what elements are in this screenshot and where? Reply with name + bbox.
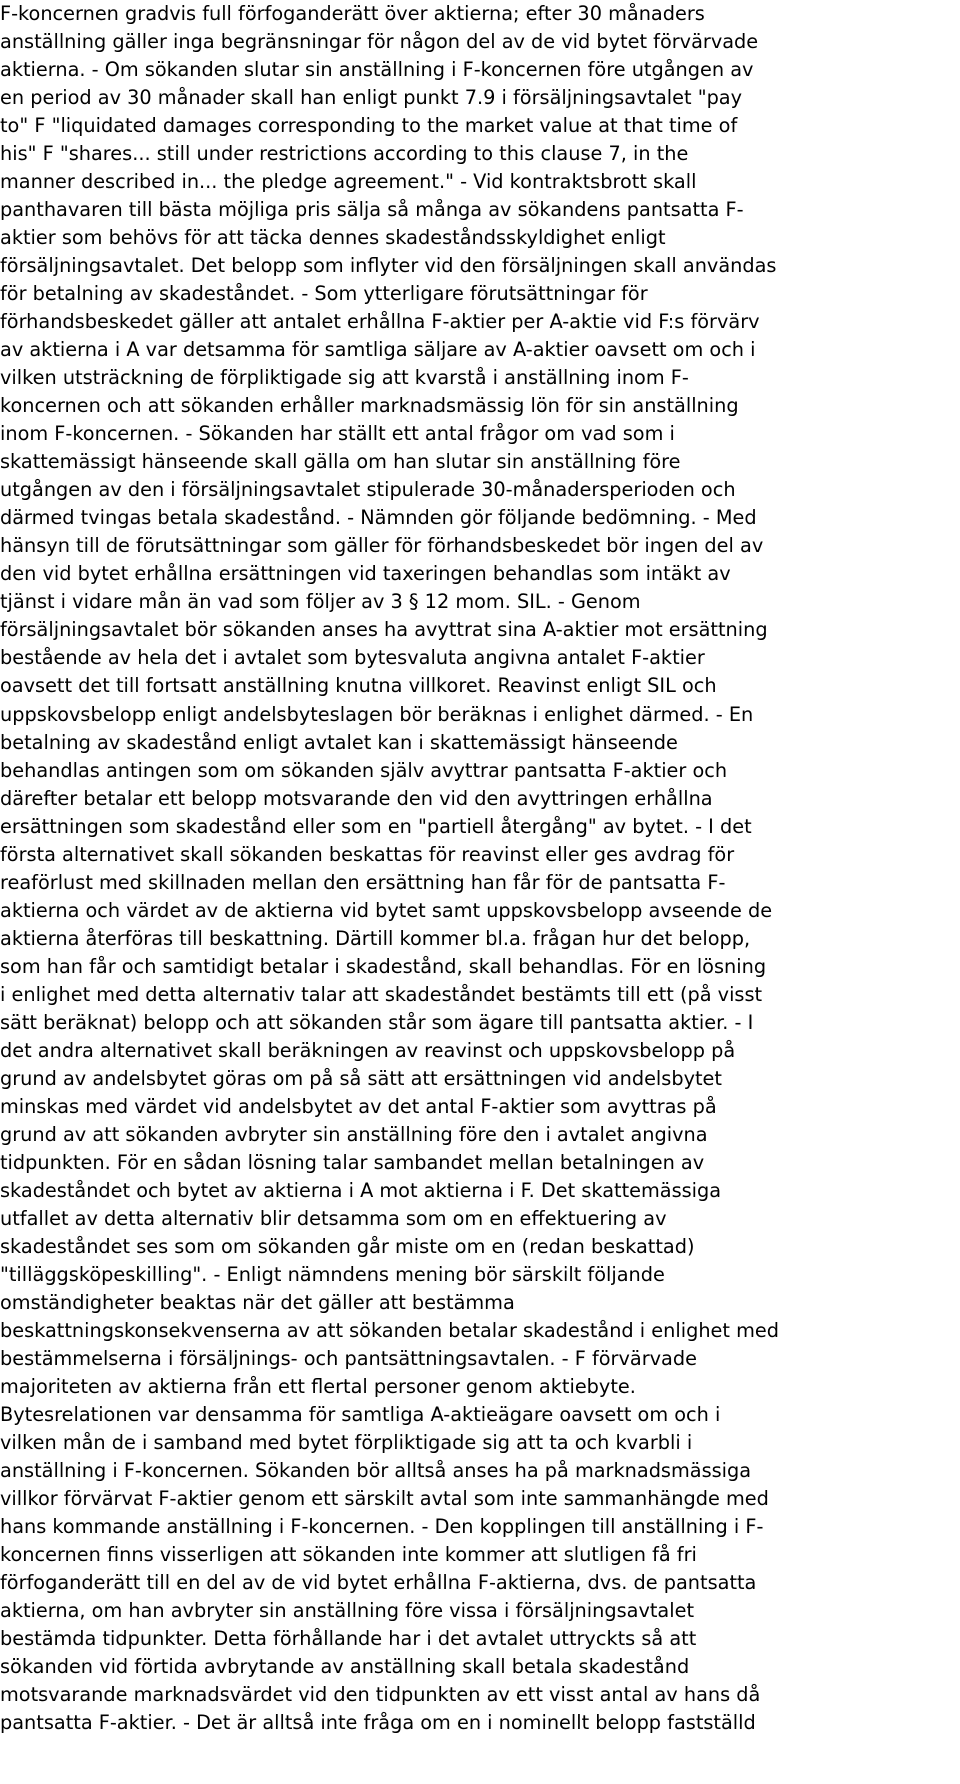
text-line: tjänst i vidare mån än vad som följer av 3 § 12 mom. SIL. - Genom <box>0 590 641 614</box>
text-line: tidpunkten. För en sådan lösning talar sambandet mellan betalningen av <box>0 1150 705 1174</box>
text-line: uppskovsbelopp enligt andelsbyteslagen bör beräknas i enlighet därmed. - En <box>0 702 754 726</box>
text-line: försäljningsavtalet. Det belopp som inflyter vid den försäljningen skall användas <box>0 254 777 278</box>
text-line: utgången av den i försäljningsavtalet stipulerade 30-månadersperioden och <box>0 478 736 502</box>
text-line: koncernen finns visserligen att sökanden inte kommer att slutligen få fri <box>0 1543 697 1567</box>
text-line: Bytesrelationen var densamma för samtliga A-aktieägare oavsett om och i <box>0 1403 721 1426</box>
text-line: behandlas antingen som om sökanden själv avyttrar pantsatta F-aktier och <box>0 758 728 782</box>
text-line: oavsett det till fortsatt anställning knutna villkoret. Reavinst enligt SIL och <box>0 674 717 698</box>
text-line: aktier som behövs för att täcka dennes skadeståndsskyldighet enligt <box>0 226 666 250</box>
text-line: sätt beräknat) belopp och att sökanden står som ägare till pantsatta aktier. - I <box>0 1010 754 1034</box>
text-line: aktierna återföras till beskattning. Därtill kommer bl.a. frågan hur det belopp, <box>0 926 751 950</box>
text-line: beskattningskonsekvenserna av att sökanden betalar skadestånd i enlighet med <box>0 1318 779 1342</box>
text-line: vilken mån de i samband med bytet förpliktigade sig att ta och kvarbli i <box>0 1431 693 1455</box>
text-line: förhandsbeskedet gäller att antalet erhållna F-aktier per A-aktie vid F:s förvärv <box>0 310 760 334</box>
text-line: därmed tvingas betala skadestånd. - Nämnden gör följande bedömning. - Med <box>0 506 757 530</box>
text-line: "tilläggsköpeskilling". - Enligt nämndens mening bör särskilt följande <box>0 1262 665 1286</box>
text-line: his" F "shares... still under restrictions according to this clause 7, in the <box>0 142 689 166</box>
text-line: pantsatta F-aktier. - Det är alltså inte fråga om en i nominellt belopp fastställd <box>0 1711 756 1735</box>
text-line: anställning gäller inga begränsningar för någon del av de vid bytet förvärvade <box>0 30 759 54</box>
text-line: aktierna, om han avbryter sin anställning före vissa i försäljningsavtalet <box>0 1599 695 1623</box>
text-line: i enlighet med detta alternativ talar att skadeståndet bestämts till ett (på visst <box>0 982 763 1006</box>
text-line: aktierna och värdet av de aktierna vid bytet samt uppskovsbelopp avseende de <box>0 898 773 922</box>
text-line: förfoganderätt till en del av de vid bytet erhållna F-aktierna, dvs. de pantsatta <box>0 1571 757 1595</box>
text-line: bestämmelserna i försäljnings- och pantsättningsavtalen. - F förvärvade <box>0 1346 697 1370</box>
text-line: minskas med värdet vid andelsbytet av det antal F-aktier som avyttras på <box>0 1094 717 1118</box>
text-line: den vid bytet erhållna ersättningen vid taxeringen behandlas som intäkt av <box>0 562 731 586</box>
text-line: villkor förvärvat F-aktier genom ett särskilt avtal som inte sammanhängde med <box>0 1487 769 1511</box>
text-line: koncernen och att sökanden erhåller marknadsmässig lön för sin anställning <box>0 394 739 418</box>
text-line: skadeståndet ses som om sökanden går miste om en (redan beskattad) <box>0 1234 695 1258</box>
text-line: som han får och samtidigt betalar i skadestånd, skall behandlas. För en lösning <box>0 954 767 978</box>
text-line: reaförlust med skillnaden mellan den ersättning han får för de pantsatta F- <box>0 870 726 894</box>
text-line: ersättningen som skadestånd eller som en "partiell återgång" av bytet. - I det <box>0 814 752 838</box>
text-line: vilken utsträckning de förpliktigade sig att kvarstå i anställning inom F- <box>0 366 689 390</box>
text-line: majoriteten av aktierna från ett flertal personer genom aktiebyte. <box>0 1374 636 1398</box>
text-line: anställning i F-koncernen. Sökanden bör alltså anses ha på marknadsmässiga <box>0 1459 752 1483</box>
text-line: skattemässigt hänseende skall gälla om han slutar sin anställning före <box>0 450 681 474</box>
text-line: skadeståndet och bytet av aktierna i A mot aktierna i F. Det skattemässiga <box>0 1178 722 1202</box>
text-line: motsvarande marknadsvärdet vid den tidpunkten av ett visst antal av hans då <box>0 1683 761 1707</box>
text-line: inom F-koncernen. - Sökanden har ställt ett antal frågor om vad som i <box>0 422 675 446</box>
text-line: för betalning av skadeståndet. - Som ytterligare förutsättningar för <box>0 282 648 306</box>
text-line: F-koncernen gradvis full förfoganderätt över aktierna; efter 30 månaders <box>0 2 705 25</box>
text-line: to" F "liquidated damages corresponding to the market value at that time of <box>0 114 738 138</box>
text-line: hänsyn till de förutsättningar som gäller för förhandsbeskedet bör ingen del av <box>0 534 764 558</box>
text-line: första alternativet skall sökanden beskattas för reavinst eller ges avdrag för <box>0 842 735 866</box>
text-line: hans kommande anställning i F-koncernen. - Den kopplingen till anställning i F- <box>0 1515 764 1539</box>
text-line: försäljningsavtalet bör sökanden anses ha avyttrat sina A-aktier mot ersättning <box>0 618 768 642</box>
text-line: aktierna. - Om sökanden slutar sin anställning i F-koncernen före utgången av <box>0 58 754 82</box>
text-line: det andra alternativet skall beräkningen av reavinst och uppskovsbelopp på <box>0 1038 736 1062</box>
text-line: en period av 30 månader skall han enligt punkt 7.9 i försäljningsavtalet "pay <box>0 86 743 110</box>
text-line: sökanden vid förtida avbrytande av anställning skall betala skadestånd <box>0 1655 690 1679</box>
text-line: av aktierna i A var detsamma för samtliga säljare av A-aktier oavsett om och i <box>0 338 756 362</box>
text-line: grund av att sökanden avbryter sin anställning före den i avtalet angivna <box>0 1122 708 1146</box>
text-line: panthavaren till bästa möjliga pris sälja så många av sökandens pantsatta F- <box>0 198 744 222</box>
text-line: därefter betalar ett belopp motsvarande den vid den avyttringen erhållna <box>0 786 713 810</box>
text-line: betalning av skadestånd enligt avtalet kan i skattemässigt hänseende <box>0 730 678 754</box>
text-line: grund av andelsbytet göras om på så sätt att ersättningen vid andelsbytet <box>0 1066 722 1090</box>
text-line: bestämda tidpunkter. Detta förhållande har i det avtalet uttryckts så att <box>0 1627 697 1651</box>
text-line: bestående av hela det i avtalet som bytesvaluta angivna antalet F-aktier <box>0 646 705 670</box>
text-line: omständigheter beaktas när det gäller att bestämma <box>0 1290 515 1314</box>
text-line: utfallet av detta alternativ blir detsamma som om en effektuering av <box>0 1206 667 1230</box>
text-line: manner described in... the pledge agreement." - Vid kontraktsbrott skall <box>0 170 697 194</box>
